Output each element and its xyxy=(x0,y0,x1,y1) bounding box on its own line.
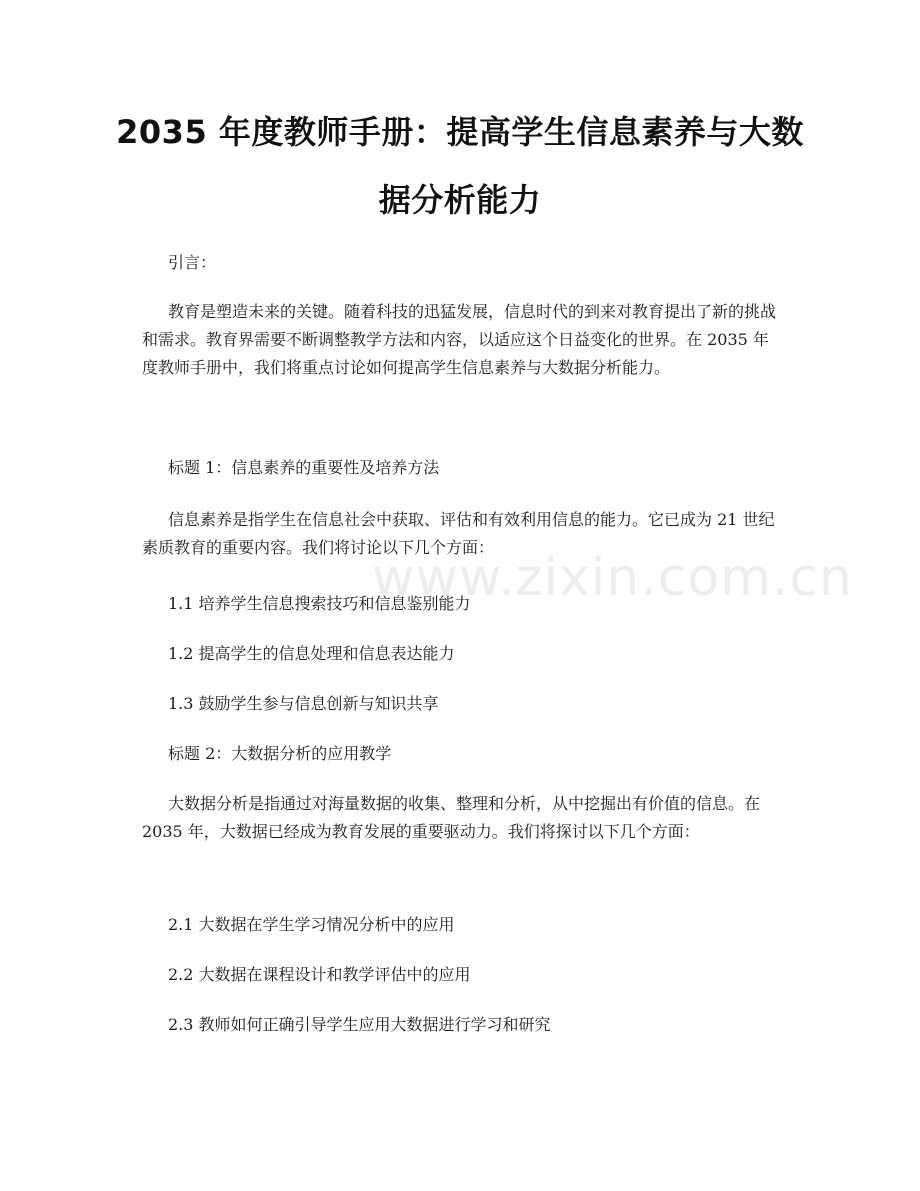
section2-heading: 标题 2：大数据分析的应用教学 xyxy=(168,744,392,763)
section1-heading: 标题 1：信息素养的重要性及培养方法 xyxy=(168,458,440,477)
section1-paragraph: 信息素养是指学生在信息社会中获取、评估和有效利用信息的能力。它已成为 21 世纪素质教育的重要内容。我们将讨论以下几个方面： xyxy=(142,510,775,557)
section2-item-1: 2.1 大数据在学生学习情况分析中的应用 xyxy=(168,915,455,934)
watermark: www.zixin.com.cn xyxy=(372,548,853,608)
document-title: 2035 年度教师手册：提高学生信息素养与大数据分析能力 xyxy=(116,113,804,219)
section1-item-1: 1.1 培养学生信息搜索技巧和信息鉴别能力 xyxy=(168,594,471,613)
intro-paragraph: 教育是塑造未来的关键。随着科技的迅猛发展，信息时代的到来对教育提出了新的挑战和需求。教育界需要不断调整教学方法和内容，以适应这个日益变化的世界。在 2035 年度教师手册中，我们将重点讨论如何提高学生信息素养与大数据分析能力。 xyxy=(142,302,777,377)
section2-item-2: 2.2 大数据在课程设计和教学评估中的应用 xyxy=(168,965,471,984)
section1-item-2: 1.2 提高学生的信息处理和信息表达能力 xyxy=(168,644,455,663)
intro-label: 引言： xyxy=(168,253,217,272)
section2-item-3: 2.3 教师如何正确引导学生应用大数据进行学习和研究 xyxy=(168,1015,551,1034)
section1-item-3: 1.3 鼓励学生参与信息创新与知识共享 xyxy=(168,694,439,713)
section2-paragraph: 大数据分析是指通过对海量数据的收集、整理和分析，从中挖掘出有价值的信息。在 2035 年，大数据已经成为教育发展的重要驱动力。我们将探讨以下几个方面： xyxy=(142,794,761,841)
